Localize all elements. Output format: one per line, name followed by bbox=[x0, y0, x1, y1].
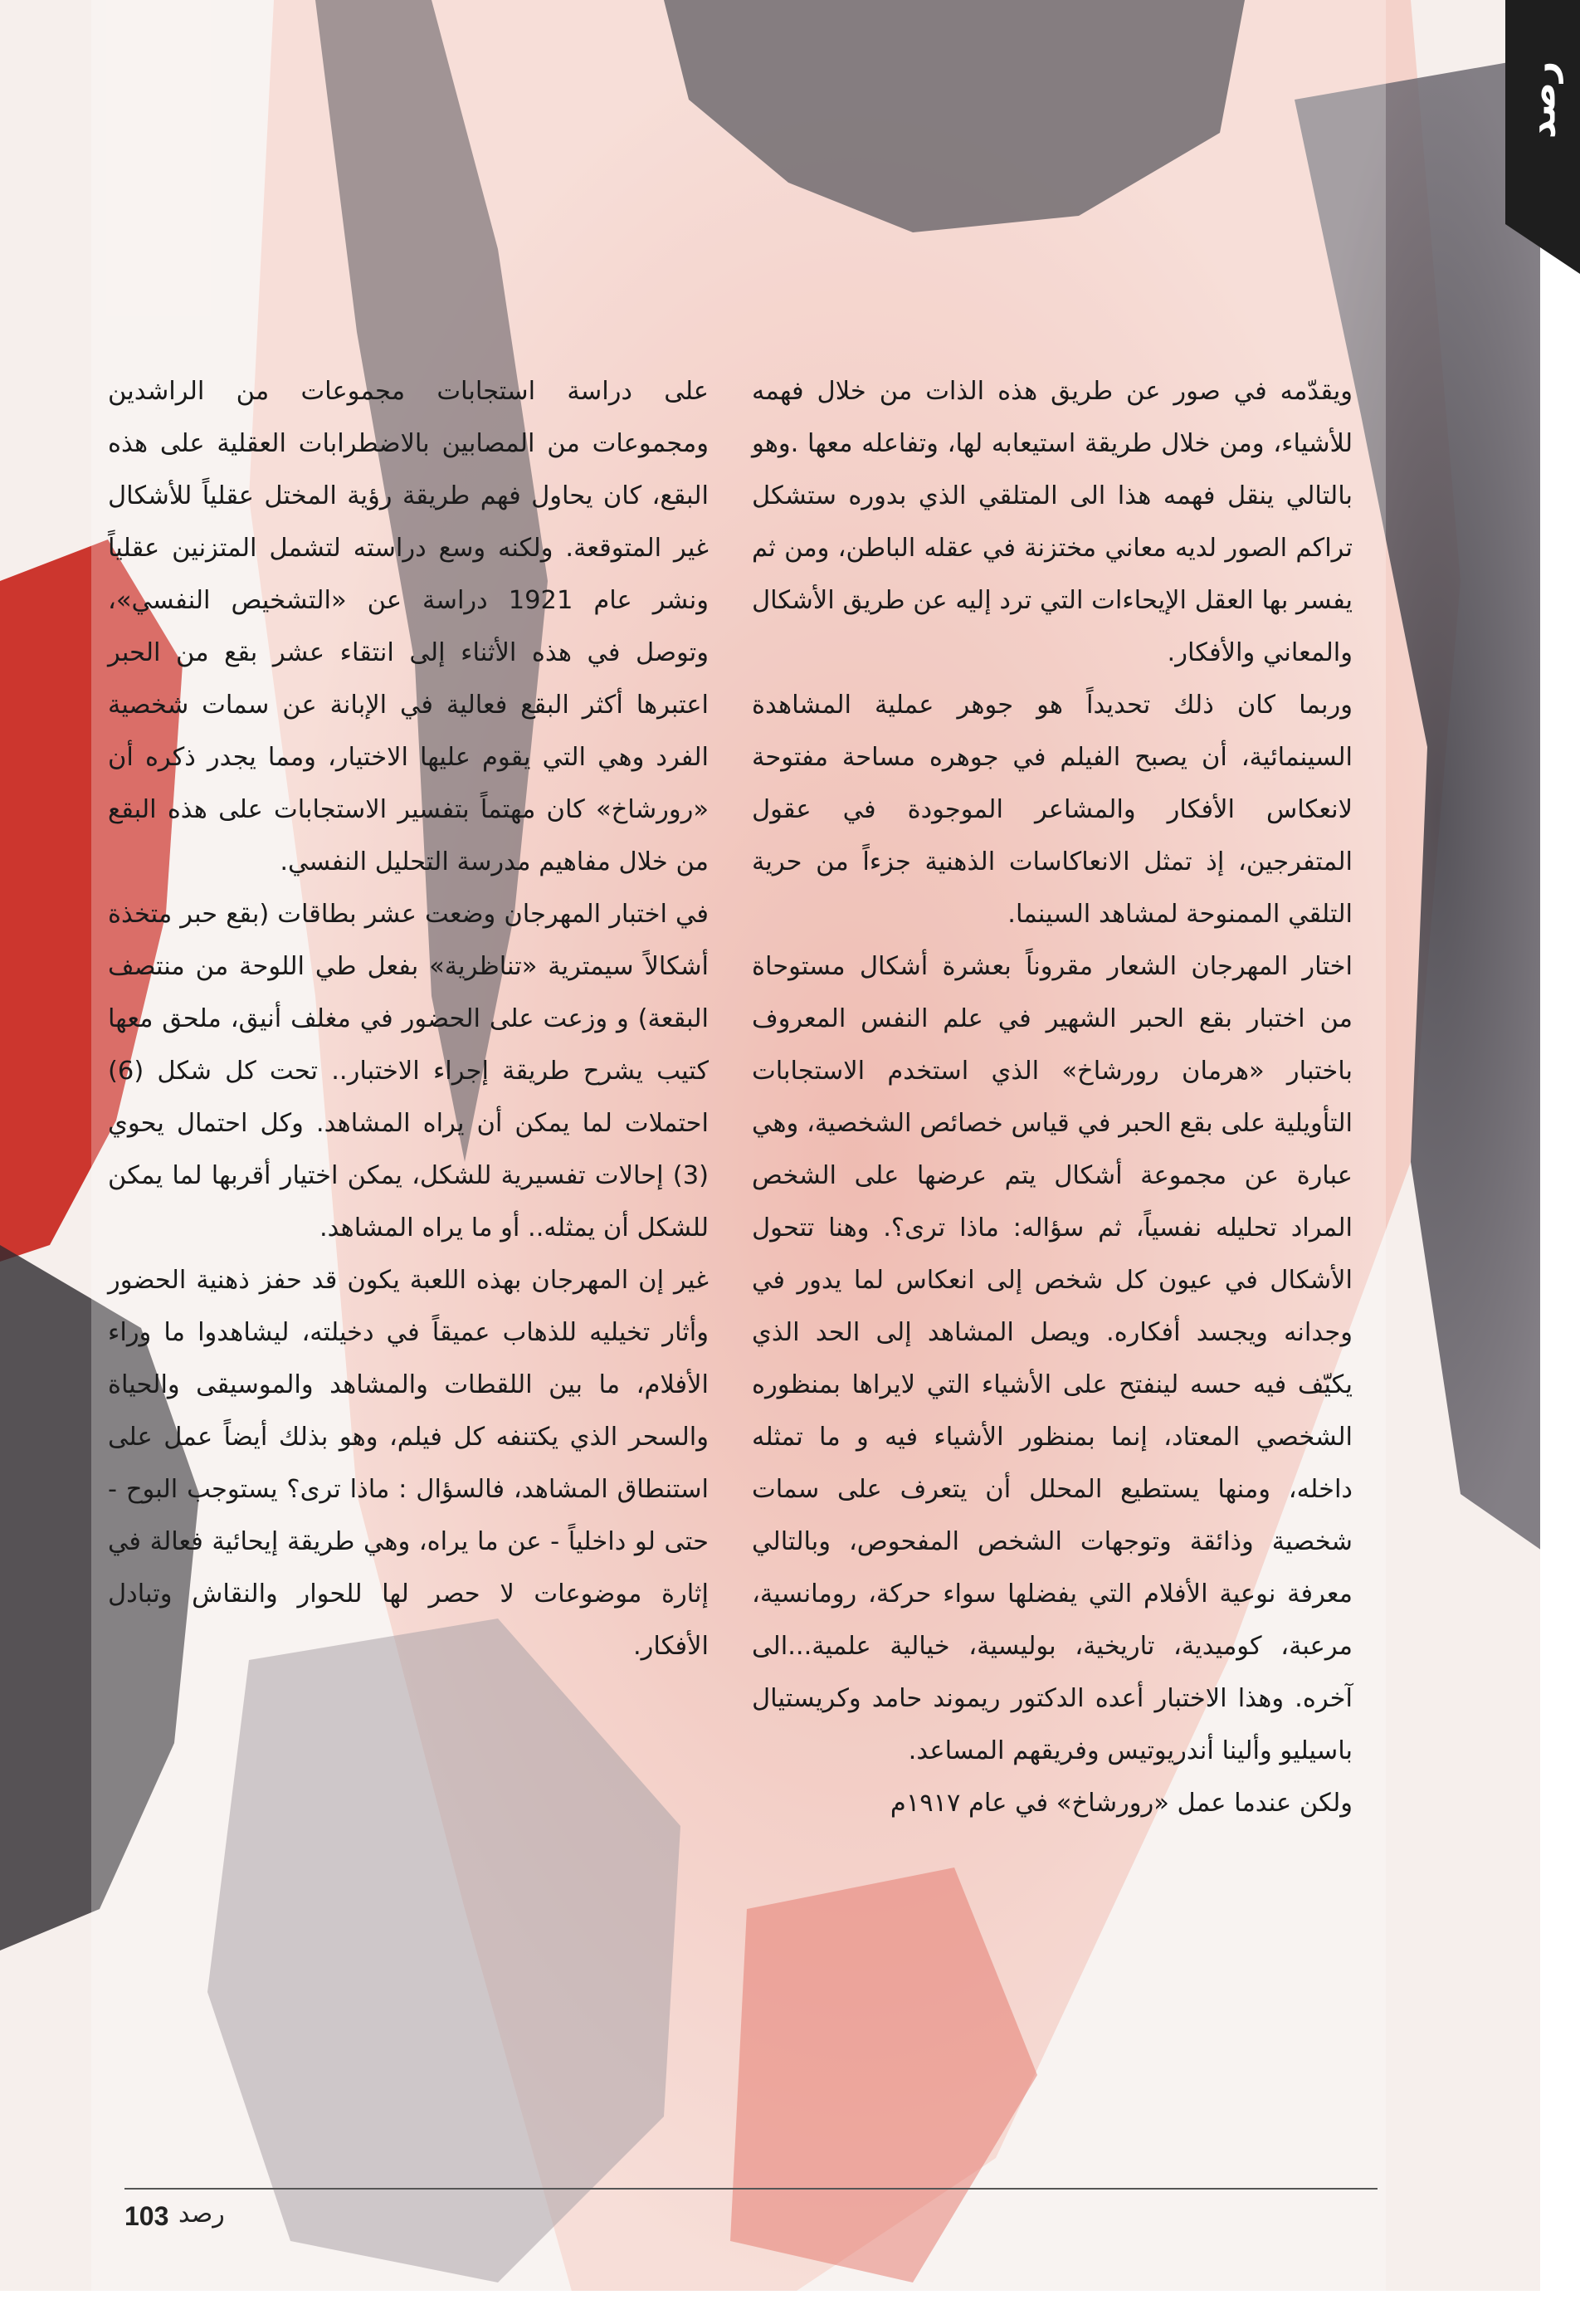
column-left bbox=[108, 365, 709, 2141]
bottom-margin bbox=[0, 2291, 1580, 2324]
section-badge-label: رصد bbox=[1521, 61, 1564, 139]
paragraph: على دراسة استجابات مجموعات من الراشدين ومجموعات من المصابين بالاضطرابات العقلية على هذه البقع، كان يحاول فهم طريقة رؤية المختل عقلياً للأشكال غير المتوقعة. ولكنه وسع دراسته لتشمل المتزنين عقلياً ونشر عام 1921 دراسة عن «التشخيص النفسي»، وتوصل في هذه الأثناء إلى انتقاء عشر بقع من الحبر اعتبرها أكثر البقع فعالية في الإبانة عن سمات شخصية الفرد وهي التي يقوم عليها الاختيار، ومما يجدر ذكره أن «رورشاخ» كان مهتماً بتفسير الاستجابات على هذه البقع من خلال مفاهيم مدرسة التحليل النفسي. bbox=[108, 377, 709, 876]
footer-magazine-name: رصد bbox=[178, 2200, 225, 2229]
paragraph: ولكن عندما عمل «رورشاخ» في عام ١٩١٧م bbox=[890, 1789, 1353, 1818]
paragraph: وربما كان ذلك تحديداً هو جوهر عملية المشاهدة السينمائية، أن يصبح الفيلم في جوهره مساحة مفتوحة لانعكاس الأفكار والمشاعر الموجودة في عقول المتفرجين، إذ تمثل الانعاكاسات الذهنية جزءاً من حرية التلقي الممنوحة لمشاهد السينما. bbox=[752, 691, 1353, 929]
column-right bbox=[752, 365, 1353, 2141]
footer-divider bbox=[124, 2188, 1378, 2190]
paragraph: غير إن المهرجان بهذه اللعبة يكون قد حفز ذهنية الحضور وأثار تخيليه للذهاب عميقاً في دخيلته، ليشاهدوا ما وراء الأفلام، ما بين اللقطات والمشاهد والموسيقى والحياة والسحر الذي يكتنفه كل فيلم، وهو بذلك أيضاً عمل على استنطاق المشاهد، فالسؤال : ماذا ترى؟ يستوجب البوح - حتى لو داخلياً - عن ما يراه، وهي طريقة إيحائية فعالة في إثارة موضوعات لا حصر لها للحوار والنقاش وتبادل الأفكار. bbox=[108, 1266, 709, 1661]
paragraph: اختار المهرجان الشعار مقروناً بعشرة أشكال مستوحاة من اختبار بقع الحبر الشهير في علم النفس المعروف باختبار «هرمان رورشاخ» الذي استخدم الاستجابات التأويلية على بقع الحبر في قياس خصائص الشخصية، وهي عبارة عن مجموعة أشكال يتم عرضها على الشخص المراد تحليله نفسياً، ثم سؤاله: ماذا ترى؟. وهنا تتحول الأشكال في عيون كل شخص إلى انعكاس لما يدور في وجدانه ويجسد أفكاره. ويصل المشاهد إلى الحد الذي يكيّف فيه حسه لينفتح على الأشياء التي لايراها بمنظوره الشخصي المعتاد، إنما بمنظور الأشياء فيه و ما تمثله داخله، ومنها يستطيع المحلل أن يتعرف على سمات شخصية وذائقة وتوجهات الشخص المفحوص، وبالتالي معرفة نوعية الأفلام التي يفضلها سواء حركة، رومانسية، مرعبة، كوميدية، تاريخية، بوليسية، خيالية علمية...الى آخره. وهذا الاختبار أعده الدكتور ريموند حامد وكريستيال باسيليو وألينا أندريوتيس وفريقهم المساعد. bbox=[752, 952, 1353, 1765]
page-number: 103 bbox=[124, 2201, 169, 2231]
article-body bbox=[108, 365, 1353, 2141]
paragraph: في اختبار المهرجان وضعت عشر بطاقات (بقع حبر متخذة أشكالاً سيمترية «تناظرية» بفعل طي اللوحة من منتصف البقعة) و وزعت على الحضور في مغلف أنيق، ملحق معها كتيب يشرح طريقة إجراء الاختبار.. تحت كل شكل (6) احتملات لما يمكن أن يراه المشاهد. وكل احتمال يحوي (3) إحالات تفسيرية للشكل، يمكن اختيار أقربها لما يمكن للشكل أن يمثله.. أو ما يراه المشاهد. bbox=[108, 900, 709, 1243]
paragraph: ويقدّمه في صور عن طريق هذه الذات من خلال فهمه للأشياء، ومن خلال طريقة استيعابه لها، وتفاعله معها .وهو بالتالي ينقل فهمه هذا الى المتلقي الذي بدوره ستشكل تراكم الصور لديه معاني مختزنة في عقله الباطن، ومن ثم يفسر بها العقل الإيحاءات التي ترد إليه عن طريق الأشكال والمعاني والأفكار. bbox=[752, 377, 1353, 667]
page-edge bbox=[1540, 0, 1580, 2324]
